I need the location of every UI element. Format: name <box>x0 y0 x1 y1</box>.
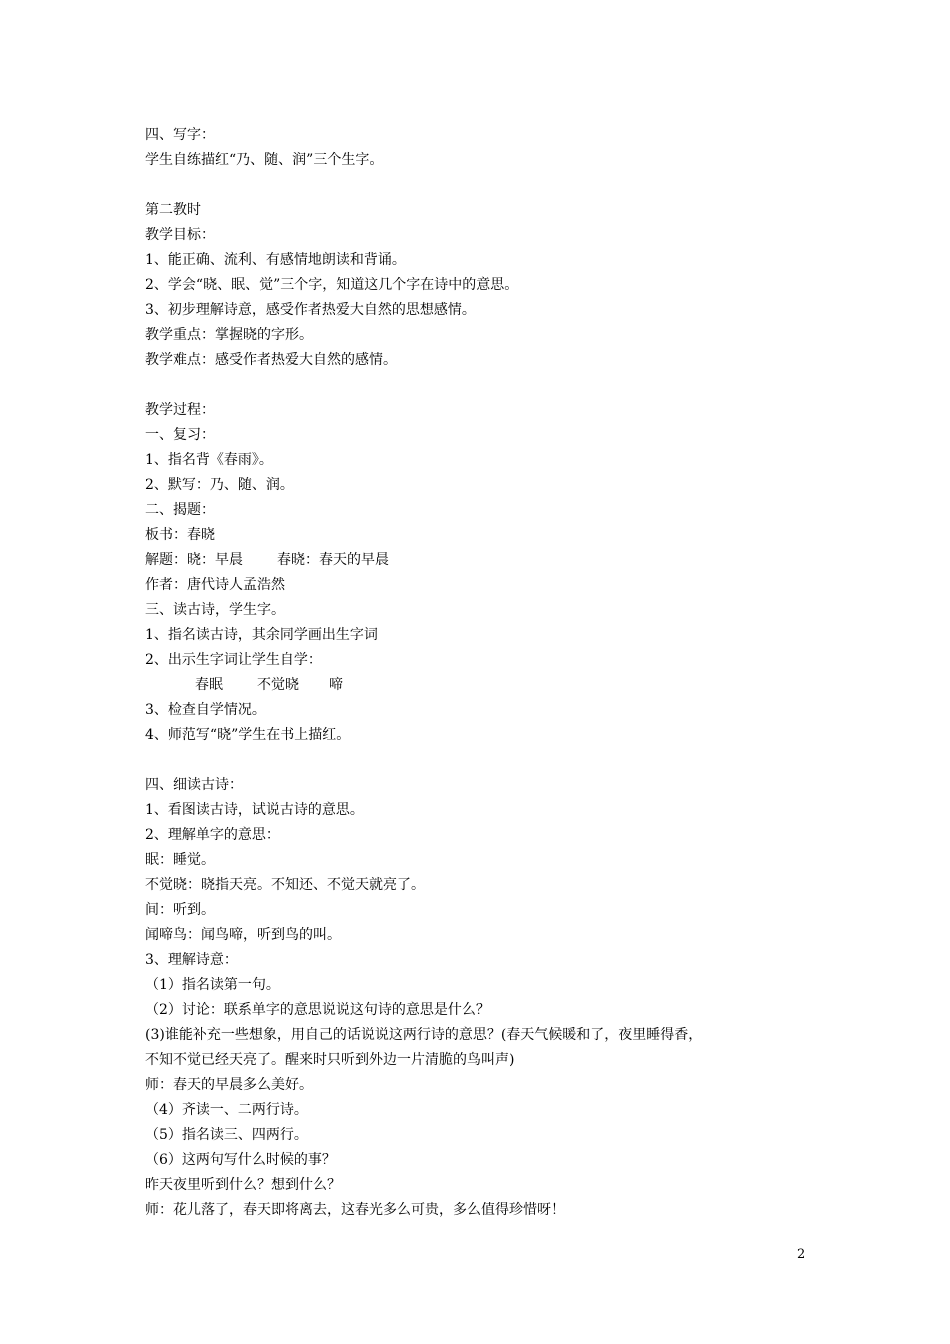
step-item: （5）指名读三、四两行。 <box>145 1127 308 1143</box>
list-item: 1、指名读古诗，其余同学画出生字词 <box>145 627 378 643</box>
explain-part: 春晓：春天的早晨 <box>277 552 389 568</box>
teacher-line: 师：春天的早晨多么美好。 <box>145 1077 313 1093</box>
section-heading: 三、读古诗，学生字。 <box>145 602 285 618</box>
step-item-continued: 不知不觉已经天亮了。醒来时只听到外边一片清脆的鸟叫声) <box>145 1052 515 1068</box>
word-list <box>145 673 815 698</box>
definition: 眠：睡觉。 <box>145 852 215 868</box>
word: 不觉晓 <box>257 677 299 693</box>
section-heading: 教学过程： <box>145 402 215 418</box>
step-item: （2）讨论：联系单字的意思说说这句诗的意思是什么？ <box>145 1002 490 1018</box>
definition: 闻啼鸟：闻鸟啼，听到鸟的叫。 <box>145 927 341 943</box>
word: 啼 <box>329 677 343 693</box>
blank-line <box>145 748 815 773</box>
list-item: 1、能正确、流利、有感情地朗读和背诵。 <box>145 252 406 268</box>
paragraph: 教学难点：感受作者热爱大自然的感情。 <box>145 352 397 368</box>
list-item: 3、初步理解诗意，感受作者热爱大自然的思想感情。 <box>145 302 476 318</box>
section-heading: 教学目标： <box>145 227 215 243</box>
blank-line <box>145 173 815 198</box>
word: 春眠 <box>195 677 223 693</box>
list-item: 1、看图读古诗，试说古诗的意思。 <box>145 802 364 818</box>
blank-line <box>145 373 815 398</box>
paragraph <box>145 548 815 573</box>
definition: 不觉晓：晓指天亮。不知还、不觉天就亮了。 <box>145 877 425 893</box>
page-number: 2 <box>797 1247 806 1262</box>
paragraph: 板书：春晓 <box>145 527 215 543</box>
lesson-title: 第二教时 <box>145 202 201 218</box>
document-body <box>145 123 815 1223</box>
teacher-line: 师：花儿落了，春天即将离去，这春光多么可贵，多么值得珍惜呀！ <box>145 1202 565 1218</box>
step-item: （6）这两句写什么时候的事？ <box>145 1152 336 1168</box>
section-heading: 四、写字： <box>145 127 215 143</box>
step-item: （4）齐读一、二两行诗。 <box>145 1102 308 1118</box>
step-item: （1）指名读第一句。 <box>145 977 280 993</box>
list-item: 2、理解单字的意思： <box>145 827 280 843</box>
list-item: 3、检查自学情况。 <box>145 702 266 718</box>
paragraph: 学生自练描红“乃、随、润”三个生字。 <box>145 152 384 168</box>
list-item: 4、师范写“晓”学生在书上描红。 <box>145 727 351 743</box>
explain-part: 解题：晓：早晨 <box>145 552 243 568</box>
section-heading: 四、细读古诗： <box>145 777 243 793</box>
list-item: 2、出示生字词让学生自学： <box>145 652 322 668</box>
list-item: 2、学会“晓、眠、觉”三个字，知道这几个字在诗中的意思。 <box>145 277 519 293</box>
list-item: 1、指名背《春雨》。 <box>145 452 273 468</box>
list-item: 2、默写：乃、随、润。 <box>145 477 294 493</box>
paragraph: 昨天夜里听到什么？想到什么？ <box>145 1177 341 1193</box>
paragraph: 教学重点：掌握晓的字形。 <box>145 327 313 343</box>
step-item: (3)谁能补充一些想象，用自己的话说说这两行诗的意思？(春天气候暖和了，夜里睡得香， <box>145 1027 703 1043</box>
definition: 间：听到。 <box>145 902 215 918</box>
paragraph: 作者：唐代诗人孟浩然 <box>145 577 285 593</box>
section-heading: 一、复习： <box>145 427 215 443</box>
section-heading: 二、揭题： <box>145 502 215 518</box>
list-item: 3、理解诗意： <box>145 952 238 968</box>
